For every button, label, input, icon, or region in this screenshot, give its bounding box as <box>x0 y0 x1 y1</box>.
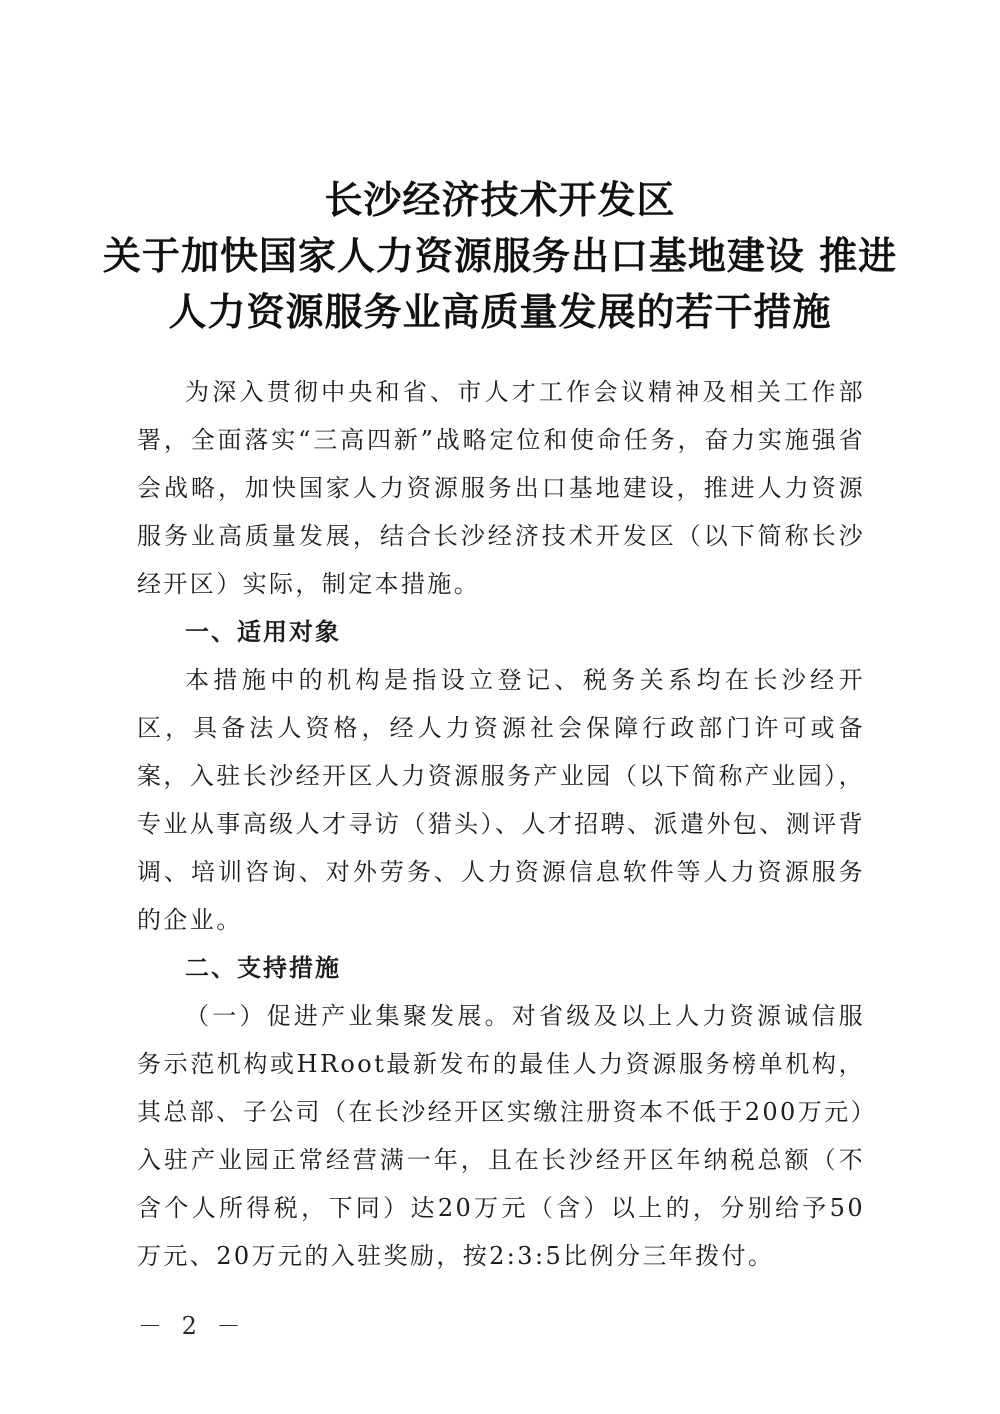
title-line-2: 关于加快国家人力资源服务出口基地建设 推进 <box>102 233 898 278</box>
section-paragraph-applicable-objects: 本措施中的机构是指设立登记、税务关系均在长沙经开区，具备法人资格，经人力资源社会保障行政部门许可或备案，入驻长沙经开区人力资源服务产业园（以下简称产业园），专业从事高级人才寻访（猎头）、人才招聘、派遣外包、测评背调、培训咨询、对外劳务、人力资源信息软件等人力资源服务的企业。 <box>137 666 865 934</box>
section-heading-support-measures: 二、支持措施 <box>185 954 341 982</box>
document-title <box>0 172 1000 340</box>
intro-paragraph: 为深入贯彻中央和省、市人才工作会议精神及相关工作部署，全面落实“三高四新”战略定位和使命任务，奋力实施强省会战略，加快国家人力资源服务出口基地建设，推进人力资源服务业高质量发展，结合长沙经济技术开发区（以下简称长沙经开区）实际，制定本措施。 <box>137 378 865 598</box>
section-heading-applicable-objects: 一、适用对象 <box>185 618 341 646</box>
section-paragraph-support-measures: （一）促进产业集聚发展。对省级及以上人力资源诚信服务示范机构或HRoot最新发布的最佳人力资源服务榜单机构，其总部、子公司（在长沙经开区实缴注册资本不低于200万元）入驻产业园正常经营满一年，且在长沙经开区年纳税总额（不含个人所得税，下同）达20万元（含）以上的，分别给予50万元、20万元的入驻奖励，按2:3:5比例分三年拨付。 <box>137 1002 865 1270</box>
title-line-1: 长沙经济技术开发区 <box>324 177 676 222</box>
document-body <box>137 368 865 1280</box>
title-line-3: 人力资源服务业高质量发展的若干措施 <box>168 289 832 334</box>
page-number: － 2 － <box>138 1312 247 1340</box>
